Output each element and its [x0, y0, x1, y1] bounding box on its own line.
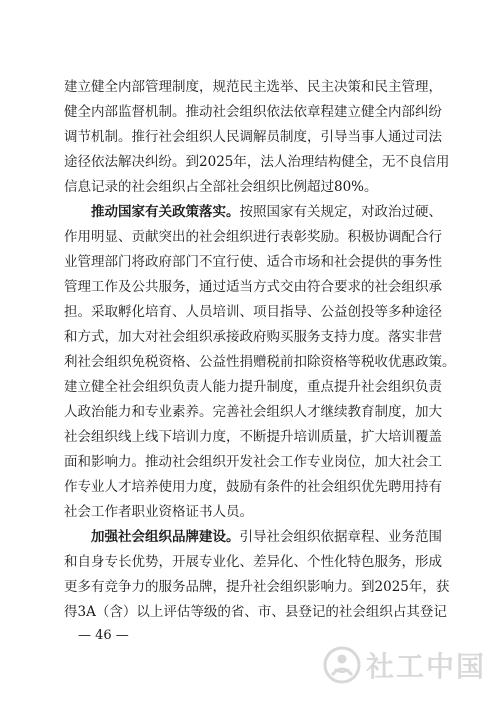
line-text: 建 立 健 全 内 部 管 理 制 度 ， 规 范 民 主 选 举 、 民 主 决 策 和 民 主 管 理 ，	[64, 79, 442, 95]
line-text: 建 立 健 全 社 会 组 织 负 责 人 能 力 提 升 制 度 ， 重 点 提 升 社 会 组 织 负 责	[64, 379, 442, 395]
text-line	[64, 325, 442, 350]
text-line	[64, 175, 436, 200]
line-text: 利 社 会 组 织 免 税 资 格 、 公 益 性 捐 赠 税 前 扣 除 资 格 等 税 收 优 惠 政 策 。	[64, 354, 456, 370]
line-text: 业 管 理 部 门 将 政 府 部 门 不 宜 行 使 、 适 合 市 场 和 社 会 提 供 的 事 务 性	[64, 254, 442, 270]
line-text: 作 用 明 显 、 贡 献 突 出 的 社 会 组 织 进 行 表 彰 奖 励 。 积 极 协 调 配 合 行	[64, 229, 442, 245]
text-line	[64, 300, 442, 325]
line-text: 担 。 采 取 孵 化 培 育 、 人 员 培 训 、 项 目 指 导 、 公 益 创 投 等 多 种 途 径	[64, 304, 442, 320]
text-line	[64, 350, 456, 375]
page-number: — 46 —	[78, 628, 129, 643]
text-line	[64, 425, 442, 450]
text-line	[64, 400, 442, 425]
social-work-logo-icon	[322, 645, 362, 685]
text-line	[64, 450, 442, 475]
line-text: 按照国家有关规定，对政治过硬、	[239, 204, 442, 220]
text-line	[64, 550, 442, 575]
watermark-text: 社工中国	[365, 650, 486, 683]
text-line	[64, 525, 442, 550]
line-text: 管 理 工 作 及 公 共 服 务 ， 通 过 适 当 方 式 交 由 符 合 要 求 的 社 会 组 织 承	[64, 279, 442, 295]
text-line	[64, 150, 450, 175]
text-line	[64, 375, 442, 400]
section-heading: 推动国家有关政策落实。	[64, 204, 240, 220]
section-heading: 加强社会组织品牌建设。	[64, 529, 240, 545]
text-line	[64, 250, 442, 275]
line-text: 途 径 依 法 解 决 纠 纷 。 到 2 0 2 5 年 ， 法 人 治 理 结 构 健 全 ， 无 不 良 信 用	[64, 154, 450, 170]
line-text: 和 自 身 专 长 优 势 ， 开 展 专 业 化 、 差 异 化 、 个 性 化 特 色 服 务 ， 形 成	[64, 554, 442, 570]
line-text: 信息记录的社会组织占全部社会组织比例超过80%。	[64, 179, 378, 195]
text-line	[64, 475, 442, 500]
text-line	[64, 100, 442, 125]
line-text: 作 专 业 人 才 培 养 使 用 力 度 ， 鼓 励 有 条 件 的 社 会 组 织 优 先 聘 用 持 有	[64, 479, 442, 495]
text-line	[64, 200, 442, 225]
line-text: 健 全 内 部 监 督 机 制 。 推 动 社 会 组 织 依 法 依 章 程 建 立 健 全 内 部 纠 纷	[64, 104, 442, 120]
line-text: 社 会 组 织 线 上 线 下 培 训 力 度 ， 不 断 提 升 培 训 质 量 ， 扩 大 培 训 覆 盖	[64, 429, 442, 445]
text-line	[64, 500, 436, 525]
line-text: 和 方 式 ， 加 大 对 社 会 组 织 承 接 政 府 购 买 服 务 支 持 力 度 。 落 实 非 营	[64, 329, 442, 345]
line-text: 调 节 机 制 。 推 行 社 会 组 织 人 民 调 解 员 制 度 ， 引 导 当 事 人 通 过 司 法	[64, 129, 442, 145]
line-text: 引导社会组织依据章程、业务范围	[239, 529, 442, 545]
line-text: 社会工作者职业资格证书人员。	[64, 504, 253, 520]
text-line	[64, 600, 447, 625]
document-body	[64, 75, 456, 625]
text-line	[64, 125, 442, 150]
line-text: 人 政 治 能 力 和 专 业 素 养 。 完 善 社 会 组 织 人 才 继 续 教 育 制 度 ， 加 大	[64, 404, 442, 420]
text-line	[64, 75, 442, 100]
text-line	[64, 275, 442, 300]
text-line	[64, 575, 450, 600]
line-text: 面 和 影 响 力 。 推 动 社 会 组 织 开 发 社 会 工 作 专 业 岗 位 ， 加 大 社 会 工	[64, 454, 442, 470]
line-text: 更 多 有 竞 争 力 的 服 务 品 牌 ， 提 升 社 会 组 织 影 响 力 。 到 2 0 2 5 年 ， 获	[64, 579, 450, 595]
watermark	[322, 645, 486, 685]
line-text: 得 3 A （ 含 ） 以 上 评 估 等 级 的 省 、 市 、 县 登 记 的 社 会 组 织 占 其 登 记	[64, 604, 447, 620]
text-line	[64, 225, 442, 250]
